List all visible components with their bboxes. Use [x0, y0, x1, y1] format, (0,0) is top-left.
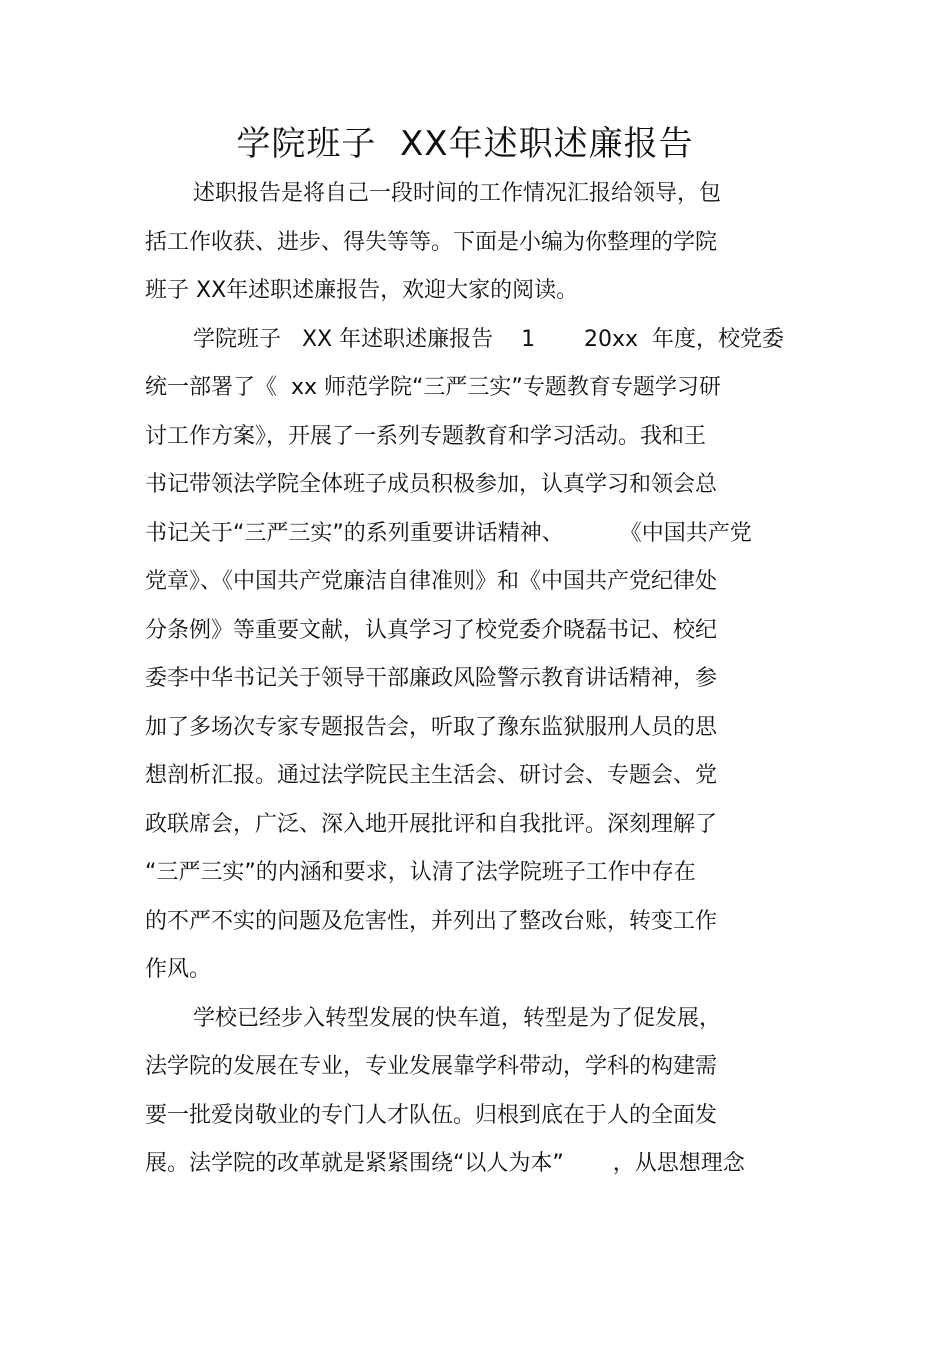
paragraph-line: 政联席会，广泛、深入地开展批评和自我批评。深刻理解了: [145, 811, 718, 837]
paragraph-line: 分条例》等重要文献，认真学习了校党委介晓磊书记、校纪: [145, 617, 718, 643]
paragraph-line: 的不严不实的问题及危害性，并列出了整改台账，转变工作: [145, 908, 718, 934]
paragraph-line: 统一部署了《 xx 师范学院“三严三实”专题教育专题学习研: [145, 375, 721, 400]
paragraph-line: 法学院的发展在专业，专业发展靠学科带动，学科的构建需: [145, 1054, 718, 1079]
paragraph-line: 学校已经步入转型发展的快车道，转型是为了促发展，: [193, 1005, 722, 1031]
paragraph-line: 学院班子 XX 年述职述廉报告 1 20xx 年度，校党委: [193, 326, 785, 352]
paragraph-line: 述职报告是将自己一段时间的工作情况汇报给领导，包: [193, 181, 722, 206]
paragraph-line: 想剖析汇报。通过法学院民主生活会、研讨会、专题会、党: [145, 763, 718, 788]
paragraph-line: 委李中华书记关于领导干部廉政风险警示教育讲话精神，参: [145, 666, 718, 691]
paragraph-line: 要一批爱岗敬业的专门人才队伍。归根到底在于人的全面发: [145, 1102, 718, 1128]
paragraph-line: 讨工作方案》，开展了一系列专题教育和学习活动。我和王: [145, 423, 707, 449]
paragraph-line: 党章》、《中国共产党廉洁自律准则》和《中国共产党纪律处: [145, 569, 718, 594]
paragraph-line: “三严三实”的内涵和要求，认清了法学院班子工作中存在: [145, 860, 696, 885]
paragraph-line: 括工作收获、进步、得失等等。下面是小编为你整理的学院: [145, 229, 718, 255]
document-body: [145, 170, 805, 1189]
paragraph-line: 班子 XX年述职述廉报告，欢迎大家的阅读。: [145, 278, 579, 303]
paragraph-line: 书记关于“三严三实”的系列重要讲话精神、 《中国共产党: [145, 520, 752, 546]
paragraph-line: 书记带领法学院全体班子成员积极参加，认真学习和领会总: [145, 472, 718, 497]
paragraph-line: 加了多场次专家专题报告会，听取了豫东监狱服刑人员的思: [145, 714, 718, 740]
document-title: 学院班子 XX年述职述廉报告: [236, 124, 694, 164]
paragraph-line: 展。法学院的改革就是紧紧围绕“以人为本” ，从思想理念: [145, 1151, 745, 1176]
paragraph-line: 作风。: [145, 957, 212, 982]
